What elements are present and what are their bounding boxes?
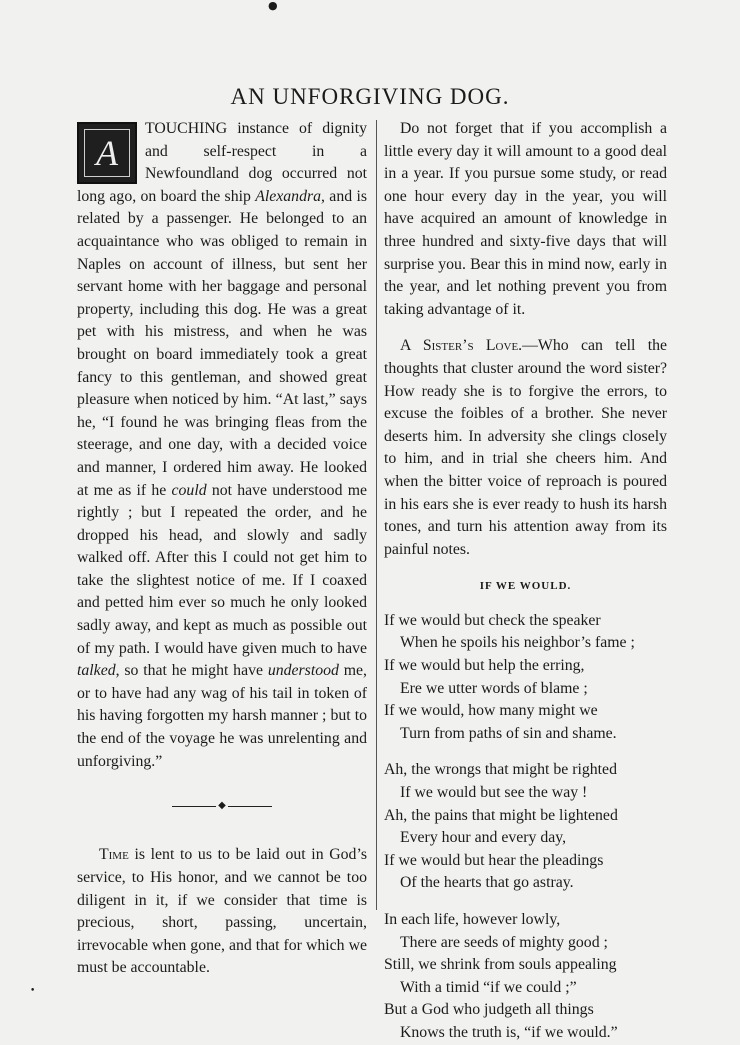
poem-line: With a timid “if we could ;” — [400, 978, 577, 996]
poem-line: If we would but hear the pleadings — [384, 851, 604, 869]
drop-cap-letter: A — [84, 129, 130, 177]
story-lead-word: TOUCHING — [145, 120, 228, 137]
poem-title: IF WE WOULD. — [479, 580, 572, 593]
sister-paragraph — [384, 335, 667, 561]
page-mark: ● — [268, 0, 278, 12]
page-mark-bottom: • — [30, 986, 36, 996]
italic-understood: understood — [267, 662, 339, 680]
forget-paragraph: Do not forget that if you accomplish a little every day it will amount to a good deal in a year. If you pursue some study, or read one hour every day in the year, you will have acquired an amount of knowledge in three hundred and sixty-five days that will surprise you. Bear this in mind now, early in the year, and let nothing prevent you from taking advantage of it. — [384, 120, 667, 318]
drop-cap-ornament — [77, 122, 137, 184]
italic-talked: talked — [77, 662, 116, 680]
poem-line: If we would, how many might we — [384, 702, 598, 720]
poem-line: When he spoils his neighbor’s fame ; — [400, 634, 635, 652]
story-text-5: me, or to have had any wag of his tail in token of his having forgotten my harsh manner ; but to the end of the voyage he was unrelenting and unforgiving.” — [77, 662, 367, 770]
sister-text: —Who can tell the thoughts that cluster around the word sister? How ready she is to forgive the errors, to excuse the foibles of a brother. She never deserts him. In adversity she clings closely to him, and in trial she cheers him. And when the bitter voice of reproach is poured in his ears she is ever ready to hush its harsh tones, and turn his attention away from its painful notes. — [384, 337, 667, 558]
poem — [384, 610, 667, 1045]
dog-story — [77, 118, 367, 773]
story-text-4: , so that he might have — [115, 662, 268, 680]
poem-line: In each life, however lowly, — [384, 911, 561, 928]
poem-line: Still, we shrink from souls appealing — [384, 956, 617, 974]
poem-line: If we would but help the erring, — [384, 657, 585, 675]
poem-line: Ere we utter words of blame ; — [400, 679, 588, 697]
time-paragraph — [77, 844, 367, 980]
poem-line: Turn from paths of sin and shame. — [400, 724, 617, 742]
poem-line: Every hour and every day, — [400, 829, 567, 847]
time-lead: Time — [99, 846, 129, 864]
sister-lead: A Sister’s Love. — [400, 337, 523, 355]
poem-line: But a God who judgeth all things — [384, 1001, 594, 1019]
ship-name: Alexandra — [255, 187, 322, 205]
poem-line: There are seeds of mighty good ; — [400, 933, 608, 951]
story-text-3: not have understood me rightly ; but I repeated the order, and he dropped his head, and slowly and sadly walked off. After this I could not get him to take the slightest notice of me. If I coaxed and petted him ever so much he only looked sadly away, and kept as much as possible out of my path. I would have given much to have — [77, 481, 367, 657]
poem-line: Of the hearts that go astray. — [400, 874, 574, 892]
poem-line: If we would but see the way ! — [400, 784, 588, 802]
poem-line: Knows the truth is, “if we would.” — [400, 1023, 618, 1041]
poem-line: Ah, the wrongs that might be righted — [384, 761, 617, 779]
section-divider: ◆ — [77, 795, 367, 818]
story-text-1: instance of dignity and self-respect in a Newfoundland dog occurred not long ago, on board the ship — [77, 120, 367, 205]
left-column — [77, 118, 367, 980]
story-text-2: , and is related by a passenger. He belonged to an acquaintance who was obliged to remain in Naples on account of illness, but sent her servant home with her baggage and personal property, including this dog. He was a great pet with his mistress, and when he was brought on board immediately took a great fancy to this gentleman, and showed great pleasure when noticed by him. “At last,” says he, “I found he was bringing fleas from the steerage, and one day, with a decided voice and manner, I ordered him away. He looked at me as if he — [77, 187, 367, 499]
poem-line: Ah, the pains that might be lightened — [384, 806, 618, 824]
column-rule — [376, 120, 377, 910]
page-title: AN UNFORGIVING DOG. — [230, 84, 510, 109]
time-text: is lent to us to be laid out in God’s service, to His honor, and we cannot be too diligent in it, if we consider that time is precious, short, passing, uncertain, irrevocable when gone, and that for which we must be accountable. — [77, 846, 367, 977]
poem-line: If we would but check the speaker — [384, 611, 601, 629]
right-column — [384, 118, 667, 1045]
italic-could: could — [171, 481, 207, 499]
